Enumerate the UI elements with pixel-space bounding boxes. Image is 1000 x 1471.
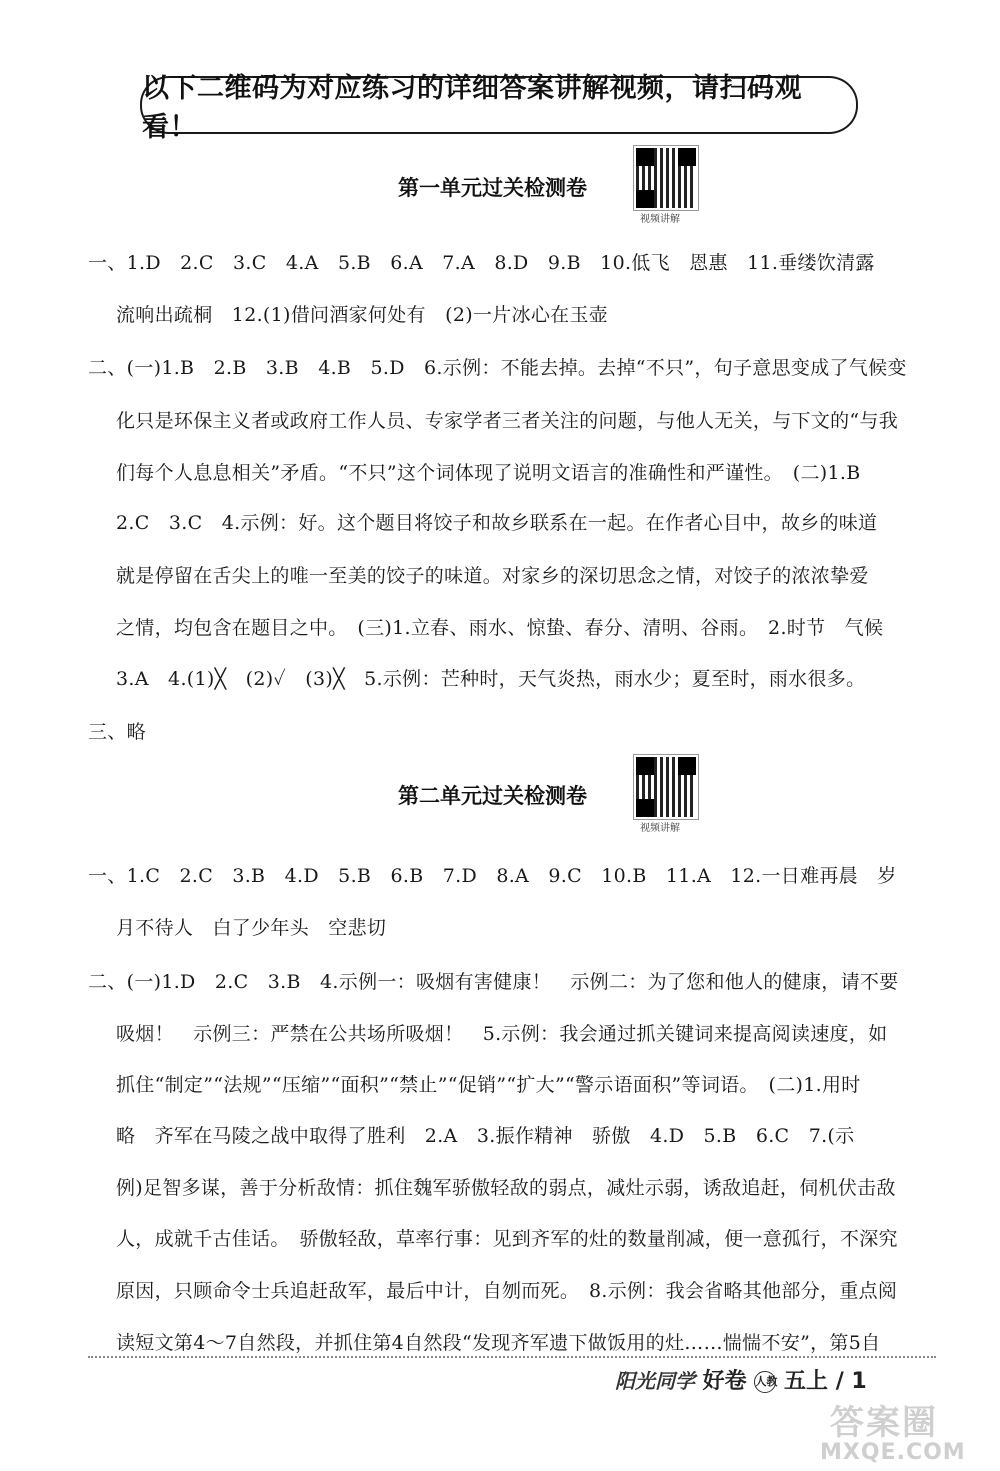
edition-badge-icon: 人教 [754, 1371, 776, 1393]
qr-caption: 视频讲解 [640, 823, 680, 834]
footer [615, 1364, 867, 1395]
grade-label: 五上 [784, 1369, 829, 1394]
qr-caption: 视频讲解 [640, 214, 680, 225]
qr-code-icon[interactable] [634, 146, 698, 210]
text-line: 原因，只顾命令士兵追赶敌军，最后中计，自刎而死。 8.示例：我会省略其他部分，重点阅 [116, 1280, 898, 1302]
text-line: 流响出疏桐 12.(1)借问酒家何处有 (2)一片冰心在玉壶 [116, 304, 609, 326]
text-line: 化只是环保主义者或政府工作人员、专家学者三者关注的问题，与他人无关，与下文的“与我 [116, 410, 899, 432]
text-line: 二、(一)1.D 2.C 3.B 4.示例一：吸烟有害健康！ 示例二：为了您和他人的健康，请不要 [88, 971, 899, 993]
text-line: 人，成就千古佳话。 骄傲轻敌，草率行事：见到齐军的灶的数量削减，便一意孤行，不深究 [116, 1228, 898, 1250]
text-line: 略 齐军在马陵之战中取得了胜利 2.A 3.振作精神 骄傲 4.D 5.B 6.C 7.(示 [116, 1125, 855, 1147]
text-line: 例)足智多谋，善于分析敌情：抓住魏军骄傲轻敌的弱点，减灶示弱，诱敌追赶，伺机伏击敌 [116, 1177, 896, 1199]
section1-title: 第一单元过关检测卷 [398, 176, 587, 200]
footer-divider [88, 1356, 936, 1358]
text-line: 读短文第4～7自然段，并抓住第4自然段“发现齐军遗下做饭用的灶……惴惴不安”，第5自 [116, 1332, 881, 1354]
watermark: 答案圈 [830, 1403, 938, 1443]
footer-label: 好卷 [702, 1369, 747, 1394]
text-line: 2.C 3.C 4.示例：好。这个题目将饺子和故乡联系在一起。在作者心目中，故乡的味道 [116, 512, 878, 534]
text-line: 月不待人 白了少年头 空悲切 [116, 917, 387, 939]
text-line: 之情，均包含在题目之中。 (三)1.立春、雨水、惊蛰、春分、清明、谷雨。 2.时节 气候 [116, 617, 884, 639]
text-line: 一、1.D 2.C 3.C 4.A 5.B 6.A 7.A 8.D 9.B 10.低飞 恩惠 11.垂缕饮清露 [88, 252, 875, 274]
text-line: 一、1.C 2.C 3.B 4.D 5.B 6.B 7.D 8.A 9.C 10.B 11.A 12.一日难再晨 岁 [88, 865, 897, 887]
brand-logo: 阳光同学 [615, 1369, 695, 1393]
text-line: 三、略 [88, 721, 146, 743]
text-line: 二、(一)1.B 2.B 3.B 4.B 5.D 6.示例：不能去掉。去掉“不只”，句子意思变成了气候变 [88, 357, 907, 379]
text-line: 们每个人息息相关”矛盾。“不只”这个词体现了说明文语言的准确性和严谨性。 (二)1.B [116, 462, 861, 484]
watermark-url: MXQE.COM [820, 1440, 966, 1465]
text-line: 吸烟！ 示例三：严禁在公共场所吸烟！ 5.示例：我会通过抓关键词来提高阅读速度，如 [116, 1023, 888, 1045]
page-number: / 1 [835, 1369, 867, 1394]
qr-code-icon[interactable] [634, 755, 698, 819]
text-line: 抓住“制定”“法规”“压缩”“面积”“禁止”“促销”“扩大”“警示语面积”等词语。 (二)1.用时 [116, 1074, 861, 1096]
section2-title: 第二单元过关检测卷 [398, 784, 587, 808]
banner [140, 73, 858, 143]
text-line: 就是停留在舌尖上的唯一至美的饺子的味道。对家乡的深切思念之情，对饺子的浓浓挚爱 [116, 565, 869, 587]
banner-text: 以下二维码为对应练习的详细答案讲解视频，请扫码观看！ [142, 73, 802, 143]
text-line: 3.A 4.(1)╳ (2)✓ (3)╳ 5.示例：芒种时，天气炎热，雨水少；夏至时，雨水很多。 [116, 668, 866, 690]
